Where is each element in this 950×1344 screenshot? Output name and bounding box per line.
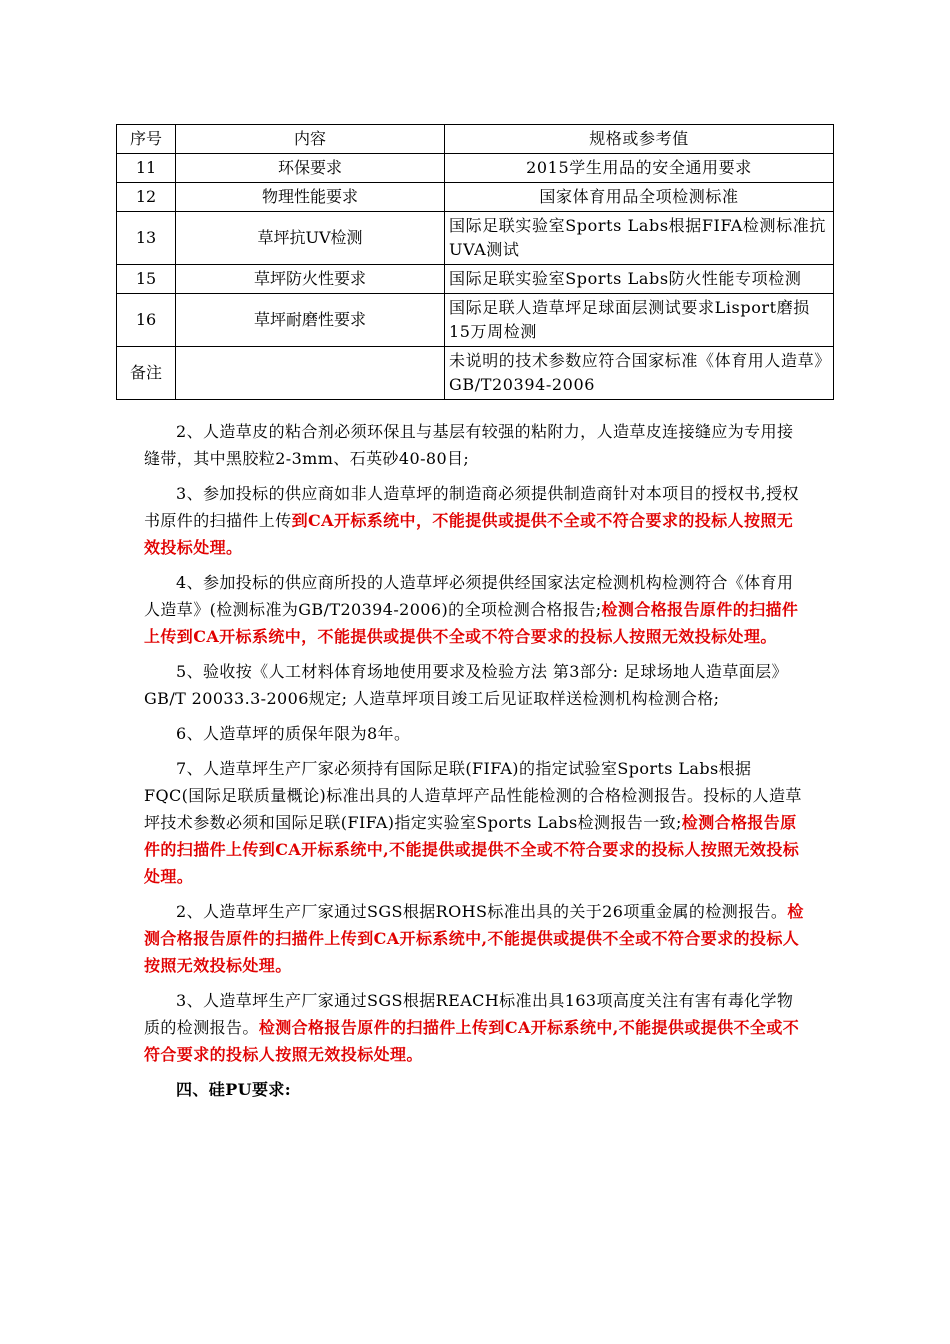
section-heading: 四、硅PU要求: [176,1080,292,1099]
row-no: 备注 [117,347,176,400]
paragraph: 7、人造草坪生产厂家必须持有国际足联(FIFA)的指定试验室Sports Labs根据FQC(国际足联质量概论)标准出具的人造草坪产品性能检测的合格检测报告。投标的人造草坪技术参数必须和国际足联(FIFA)指定实验室Sports Labs检测报告一致;检测合格报告原件的扫描件上传到CA开标系统中,不能提供或提供不全或不符合要求的投标人按照无效投标处理。 [144,759,802,886]
row-no: 15 [117,265,176,294]
row-content: 草坪耐磨性要求 [176,294,445,347]
red-emphasis: 检测合格报告原件的扫描件上传到CA开标系统中,不能提供或提供不全或不符合要求的投标人按照无效投标处理。 [144,1018,800,1064]
header-spec: 规格或参考值 [445,125,834,154]
red-emphasis: 到CA开标系统中，不能提供或提供不全或不符合要求的投标人按照无效投标处理。 [144,511,794,557]
table-row [117,265,834,294]
header-content: 内容 [176,125,445,154]
row-content: 草坪防火性要求 [176,265,445,294]
spec-table [116,124,834,400]
row-spec: 国际足联实验室Sports Labs防火性能专项检测 [445,265,834,294]
body-text [144,418,808,1111]
red-emphasis: 检测合格报告原件的扫描件上传到CA开标系统中，不能提供或提供不全或不符合要求的投标人按照无效投标处理。 [144,600,799,646]
table-row [117,212,834,265]
table-row-remark [117,347,834,400]
row-content: 物理性能要求 [176,183,445,212]
row-content [176,347,445,400]
header-no: 序号 [117,125,176,154]
paragraph: 4、参加投标的供应商所投的人造草坪必须提供经国家法定检测机构检测符合《体育用人造草》(检测标准为GB/T20394-2006)的全项检测合格报告;检测合格报告原件的扫描件上传到CA开标系统中，不能提供或提供不全或不符合要求的投标人按照无效投标处理。 [144,573,799,646]
row-no: 16 [117,294,176,347]
row-spec: 2015学生用品的安全通用要求 [445,154,834,183]
paragraph: 6、人造草坪的质保年限为8年。 [176,724,411,743]
table-row [117,294,834,347]
paragraph: 3、人造草坪生产厂家通过SGS根据REACH标准出具163项高度关注有害有毒化学物质的检测报告。检测合格报告原件的扫描件上传到CA开标系统中,不能提供或提供不全或不符合要求的投标人按照无效投标处理。 [144,991,800,1064]
row-content: 草坪抗UV检测 [176,212,445,265]
red-emphasis: 检测合格报告原件的扫描件上传到CA开标系统中,不能提供或提供不全或不符合要求的投标人按照无效投标处理。 [144,813,800,886]
paragraph: 3、参加投标的供应商如非人造草坪的制造商必须提供制造商针对本项目的授权书,授权书原件的扫描件上传到CA开标系统中，不能提供或提供不全或不符合要求的投标人按照无效投标处理。 [144,484,799,557]
paragraph: 2、人造草皮的粘合剂必须环保且与基层有较强的粘附力，人造草皮连接缝应为专用接缝带，其中黑胶粒2-3mm、石英砂40-80目; [144,422,794,468]
row-content: 环保要求 [176,154,445,183]
row-no: 11 [117,154,176,183]
table-header-row [117,125,834,154]
row-no: 13 [117,212,176,265]
paragraph: 2、人造草坪生产厂家通过SGS根据ROHS标准出具的关于26项重金属的检测报告。检测合格报告原件的扫描件上传到CA开标系统中,不能提供或提供不全或不符合要求的投标人按照无效投标处理。 [144,902,804,975]
paragraph: 5、验收按《人工材料体育场地使用要求及检验方法 第3部分: 足球场地人造草面层》GB/T 20033.3-2006规定; 人造草坪项目竣工后见证取样送检测机构检测合格; [144,662,788,708]
row-no: 12 [117,183,176,212]
table-row [117,183,834,212]
row-spec: 国际足联实验室Sports Labs根据FIFA检测标准抗UVA测试 [445,212,834,265]
row-spec: 国际足联人造草坪足球面层测试要求Lisport磨损15万周检测 [445,294,834,347]
red-emphasis: 检测合格报告原件的扫描件上传到CA开标系统中,不能提供或提供不全或不符合要求的投标人按照无效投标处理。 [144,902,804,975]
row-spec: 国家体育用品全项检测标准 [445,183,834,212]
row-spec: 未说明的技术参数应符合国家标准《体育用人造草》GB/T20394-2006 [445,347,834,400]
table-row [117,154,834,183]
